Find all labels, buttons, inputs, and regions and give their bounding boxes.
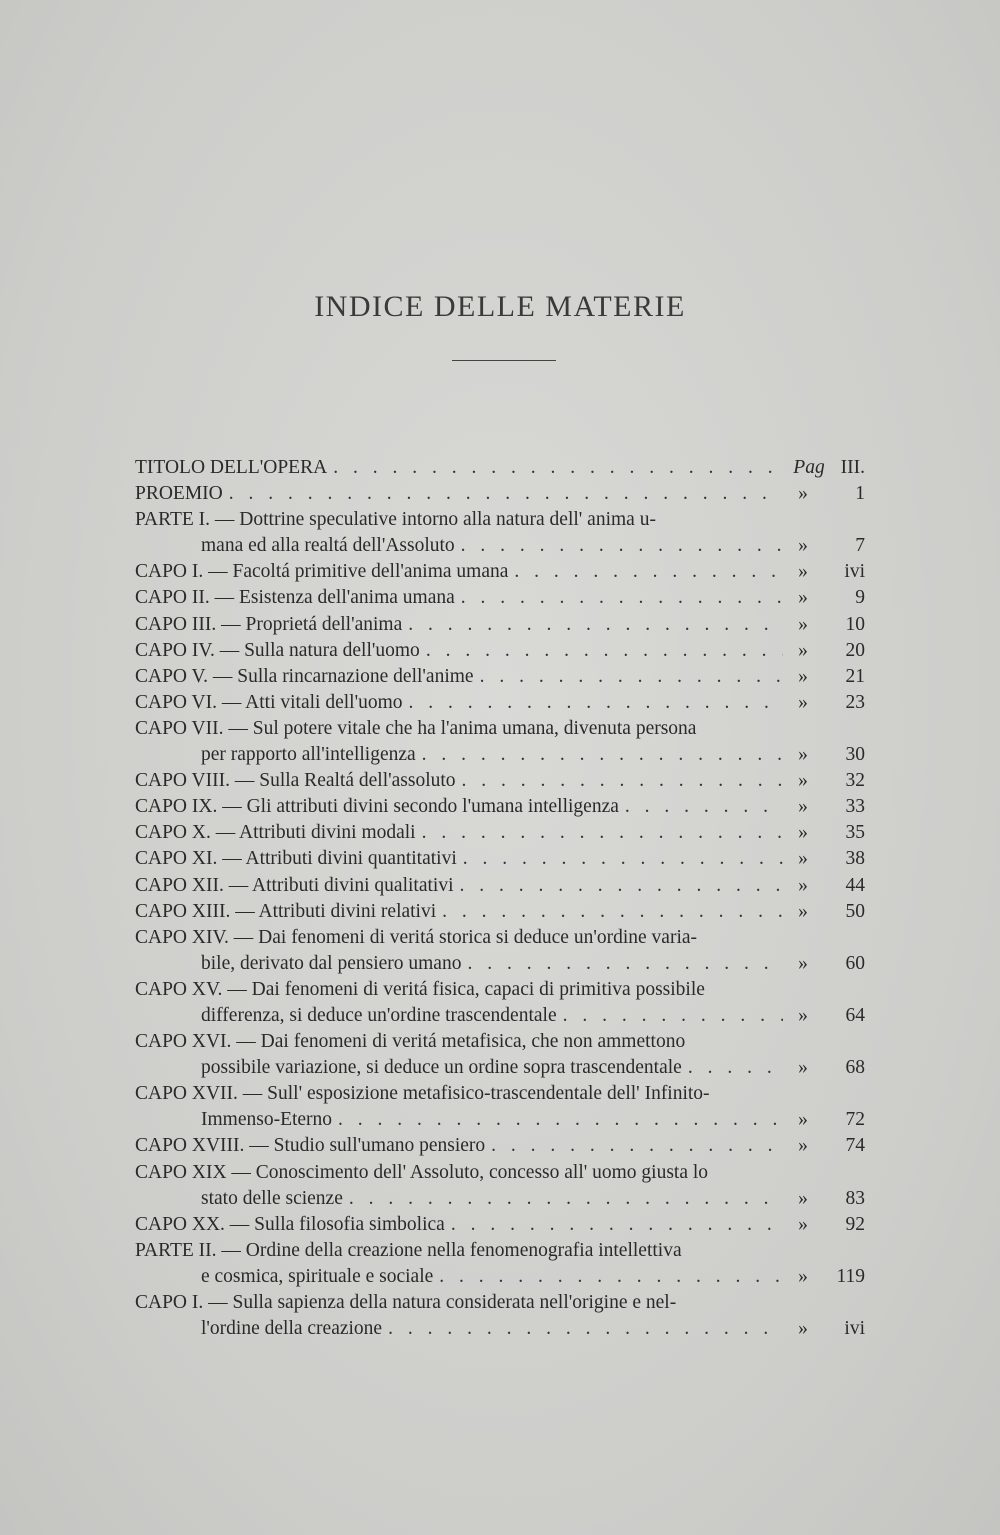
toc-entry — [135, 899, 865, 925]
toc-entry — [135, 873, 865, 899]
toc-entry-page: 38 — [845, 848, 865, 870]
toc-entry — [135, 716, 865, 768]
leader-dots — [491, 1133, 783, 1159]
leader-dots — [409, 690, 784, 716]
toc-entry — [135, 664, 865, 690]
leader-dots — [333, 455, 783, 481]
toc-entry-marker: » — [798, 952, 808, 974]
toc-entry-continuation: per rapporto all'intelligenza — [201, 744, 416, 766]
leader-dots — [461, 533, 783, 559]
toc-entry-marker: » — [798, 744, 808, 766]
toc-entry-page: 44 — [845, 874, 865, 896]
toc-entry — [135, 794, 865, 820]
toc-entry-page: 21 — [845, 665, 865, 687]
toc-entry — [135, 638, 865, 664]
toc-entry-marker: » — [798, 613, 808, 635]
toc-entry-label: PARTE I. — Dottrine speculative intorno alla natura dell' anima u- — [135, 509, 656, 531]
toc-entry-label: CAPO XVII. — Sull' esposizione metafisico-trascendentale dell' Infinito- — [135, 1083, 710, 1105]
toc-entry — [135, 690, 865, 716]
leader-dots — [625, 794, 783, 820]
leader-dots — [514, 559, 783, 585]
toc-entry-page: ivi — [844, 1318, 865, 1340]
toc-entry-label: CAPO XV. — Dai fenomeni di veritá fisica, capaci di primitiva possibile — [135, 978, 705, 1000]
toc-entry-marker: » — [798, 848, 808, 870]
leader-dots — [460, 873, 784, 899]
toc-entry-page: 10 — [845, 613, 865, 635]
toc-entry-marker: » — [798, 1265, 808, 1287]
toc-entry-label: CAPO XIV. — Dai fenomeni di veritá storica si deduce un'ordine varia- — [135, 926, 698, 948]
toc-entry-marker: » — [798, 796, 808, 818]
toc-entry — [135, 559, 865, 585]
toc-entry-marker: » — [798, 1004, 808, 1026]
toc-entry-page: 60 — [845, 952, 865, 974]
toc-entry-marker: » — [798, 1213, 808, 1235]
toc-entry-label: CAPO II. — Esistenza dell'anima umana — [135, 587, 455, 609]
toc-entry-page: 50 — [845, 900, 865, 922]
toc-entry — [135, 1238, 865, 1290]
toc-entry — [135, 1081, 865, 1133]
toc-entry-page: 30 — [845, 744, 865, 766]
toc-entry-marker: » — [798, 535, 808, 557]
toc-entry-label: CAPO I. — Facoltá primitive dell'anima umana — [135, 561, 509, 583]
leader-dots — [422, 742, 783, 768]
toc-entry-label: CAPO XVI. — Dai fenomeni di veritá metafisica, che non ammettono — [135, 1031, 686, 1053]
leader-dots — [688, 1055, 783, 1081]
toc-entry-label: CAPO XIX — Conoscimento dell' Assoluto, concesso all' uomo giusta lo — [135, 1161, 709, 1183]
toc-entry-page: 83 — [845, 1187, 865, 1209]
toc-entry-page: 92 — [845, 1213, 865, 1235]
toc-entry-label: TITOLO DELL'OPERA — [135, 457, 328, 478]
toc-entry — [135, 507, 865, 559]
toc-entry-label: CAPO X. — Attributi divini modali — [135, 822, 416, 844]
toc-entry-page: 119 — [836, 1265, 865, 1287]
table-of-contents — [135, 455, 865, 1342]
toc-entry-marker: » — [798, 900, 808, 922]
leader-dots — [422, 820, 783, 846]
toc-entry-marker: » — [798, 561, 808, 583]
toc-entry — [135, 1290, 865, 1342]
toc-entry — [135, 925, 865, 977]
toc-entry-page: 9 — [855, 587, 865, 609]
toc-entry-continuation: l'ordine della creazione — [201, 1318, 383, 1340]
toc-entry-label: CAPO VII. — Sul potere vitale che ha l'anima umana, divenuta persona — [135, 717, 697, 739]
toc-entry-page: 23 — [845, 691, 865, 713]
toc-entry-label: CAPO IV. — Sulla natura dell'uomo — [135, 639, 420, 661]
title-rule — [452, 360, 556, 361]
leader-dots — [563, 1003, 783, 1029]
toc-entry-continuation: stato delle scienze — [201, 1187, 343, 1209]
leader-dots — [463, 846, 783, 872]
toc-entry-label: CAPO XX. — Sulla filosofia simbolica — [135, 1213, 445, 1235]
toc-entry-page: 35 — [845, 822, 865, 844]
toc-entry-marker: » — [798, 822, 808, 844]
toc-entry-page: 32 — [845, 770, 865, 792]
toc-entry — [135, 820, 865, 846]
toc-entry-marker: » — [798, 587, 808, 609]
toc-entry-continuation: differenza, si deduce un'ordine trascendentale — [201, 1004, 557, 1026]
toc-entry-continuation: e cosmica, spirituale e sociale — [201, 1265, 434, 1287]
leader-dots — [461, 585, 783, 611]
toc-entry — [135, 1160, 865, 1212]
toc-entry-marker: » — [798, 1109, 808, 1131]
leader-dots — [426, 638, 783, 664]
toc-entry-page: 1 — [855, 483, 865, 505]
toc-entry-marker: Pag — [793, 457, 825, 478]
leader-dots — [338, 1107, 783, 1133]
leader-dots — [480, 664, 783, 690]
toc-entry — [135, 1133, 865, 1159]
toc-entry-continuation: possibile variazione, si deduce un ordine sopra trascendentale — [201, 1057, 682, 1079]
leader-dots — [229, 481, 783, 507]
toc-entry — [135, 1212, 865, 1238]
leader-dots — [451, 1212, 783, 1238]
leader-dots — [467, 951, 783, 977]
toc-entry-label: PROEMIO — [135, 483, 223, 505]
toc-entry-page: ivi — [844, 561, 865, 583]
toc-entry — [135, 481, 865, 507]
toc-entry-marker: » — [798, 874, 808, 896]
toc-entry — [135, 846, 865, 872]
toc-entry-label: PARTE II. — Ordine della creazione nella fenomenografia intellettiva — [135, 1239, 682, 1261]
toc-entry-label: CAPO XI. — Attributi divini quantitativi — [135, 848, 457, 870]
toc-entry-label: CAPO V. — Sulla rincarnazione dell'anime — [135, 665, 474, 687]
toc-entry — [135, 455, 865, 481]
toc-entry-page: 68 — [845, 1057, 865, 1079]
leader-dots — [388, 1316, 783, 1342]
toc-entry — [135, 768, 865, 794]
toc-entry-marker: » — [798, 639, 808, 661]
toc-entry-label: CAPO XII. — Attributi divini qualitativi — [135, 874, 454, 896]
toc-entry-marker: » — [798, 483, 808, 505]
toc-entry — [135, 977, 865, 1029]
toc-entry-page: III. — [840, 457, 865, 478]
toc-entry-marker: » — [798, 1187, 808, 1209]
toc-entry-page: 64 — [845, 1004, 865, 1026]
toc-entry-label: CAPO VI. — Atti vitali dell'uomo — [135, 691, 403, 713]
toc-entry-marker: » — [798, 770, 808, 792]
toc-entry-marker: » — [798, 691, 808, 713]
toc-entry-page: 74 — [845, 1135, 865, 1157]
toc-entry-label: CAPO I. — Sulla sapienza della natura considerata nell'origine e nel- — [135, 1292, 677, 1313]
leader-dots — [408, 612, 783, 638]
toc-entry-continuation: Immenso-Eterno — [201, 1109, 333, 1131]
toc-entry-page: 7 — [855, 535, 865, 557]
toc-entry-label: CAPO XIII. — Attributi divini relativi — [135, 900, 437, 922]
leader-dots — [462, 768, 783, 794]
toc-entry-label: CAPO VIII. — Sulla Realtá dell'assoluto — [135, 770, 456, 792]
leader-dots — [442, 899, 783, 925]
toc-entry-continuation: bile, derivato dal pensiero umano — [201, 952, 462, 974]
toc-entry-marker: » — [798, 1135, 808, 1157]
toc-entry-label: CAPO IX. — Gli attributi divini secondo l'umana intelligenza — [135, 796, 619, 818]
toc-entry-marker: » — [798, 1318, 808, 1340]
page-title: INDICE DELLE MATERIE — [314, 290, 686, 323]
toc-entry-page: 72 — [845, 1109, 865, 1131]
toc-entry — [135, 1029, 865, 1081]
toc-entry-label: CAPO III. — Proprietá dell'anima — [135, 613, 403, 635]
toc-entry-marker: » — [798, 665, 808, 687]
toc-entry-continuation: mana ed alla realtá dell'Assoluto — [201, 535, 455, 557]
toc-entry-page: 33 — [845, 796, 865, 818]
toc-entry-marker: » — [798, 1057, 808, 1079]
leader-dots — [439, 1264, 783, 1290]
toc-entry — [135, 585, 865, 611]
toc-entry-page: 20 — [845, 639, 865, 661]
toc-entry — [135, 612, 865, 638]
toc-entry-label: CAPO XVIII. — Studio sull'umano pensiero — [135, 1135, 486, 1157]
leader-dots — [349, 1186, 783, 1212]
